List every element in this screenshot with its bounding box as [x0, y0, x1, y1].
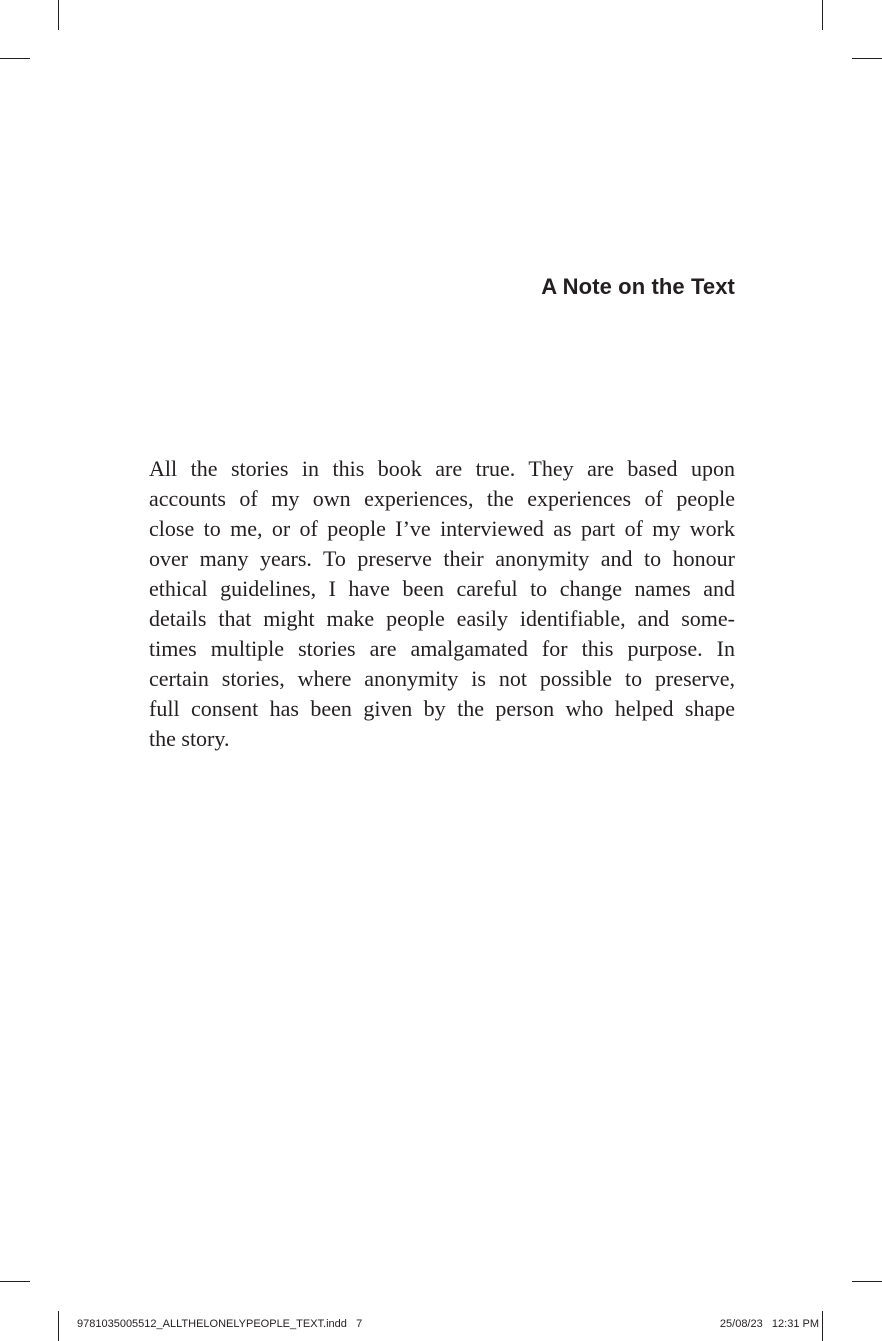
crop-mark-top-left-vertical: [58, 0, 59, 30]
paragraph-line: the story.: [149, 726, 230, 751]
paragraph-line: times multiple stories are amalgamated for this purpose. In: [149, 636, 735, 661]
crop-mark-bottom-left-vertical: [58, 1311, 59, 1341]
paragraph-line: All the stories in this book are true. They are based upon: [149, 456, 735, 481]
crop-mark-bottom-left-horizontal: [0, 1281, 30, 1282]
paragraph-line: close to me, or of people I’ve interviewed as part of my work: [149, 516, 735, 541]
paragraph-line: over many years. To preserve their anonymity and to honour: [149, 546, 735, 571]
slug-page-number: 7: [356, 1318, 363, 1330]
crop-mark-top-right-horizontal: [852, 58, 882, 59]
body-paragraph: [149, 454, 735, 754]
paragraph-line: accounts of my own experiences, the experiences of people: [149, 486, 735, 511]
paragraph-line: details that might make people easily identifiable, and some-: [149, 606, 735, 631]
slug-date: 25/08/23: [719, 1318, 763, 1330]
slug-file-info: [77, 1318, 362, 1330]
crop-mark-top-right-vertical: [822, 0, 823, 30]
paragraph-line: certain stories, where anonymity is not possible to preserve,: [149, 666, 735, 691]
slug-file-name: 9781035005512_ALLTHELONELYPEOPLE_TEXT.indd: [77, 1318, 347, 1330]
crop-mark-top-left-horizontal: [0, 58, 30, 59]
page-title: A Note on the Text: [541, 274, 735, 299]
crop-mark-bottom-right-vertical: [822, 1311, 823, 1341]
paragraph-line: ethical guidelines, I have been careful to change names and: [149, 576, 735, 601]
crop-mark-bottom-right-horizontal: [852, 1281, 882, 1282]
paragraph-line: full consent has been given by the person who helped shape: [149, 696, 735, 721]
slug-timestamp: [720, 1318, 819, 1330]
slug-time: 12:31 PM: [771, 1318, 819, 1330]
